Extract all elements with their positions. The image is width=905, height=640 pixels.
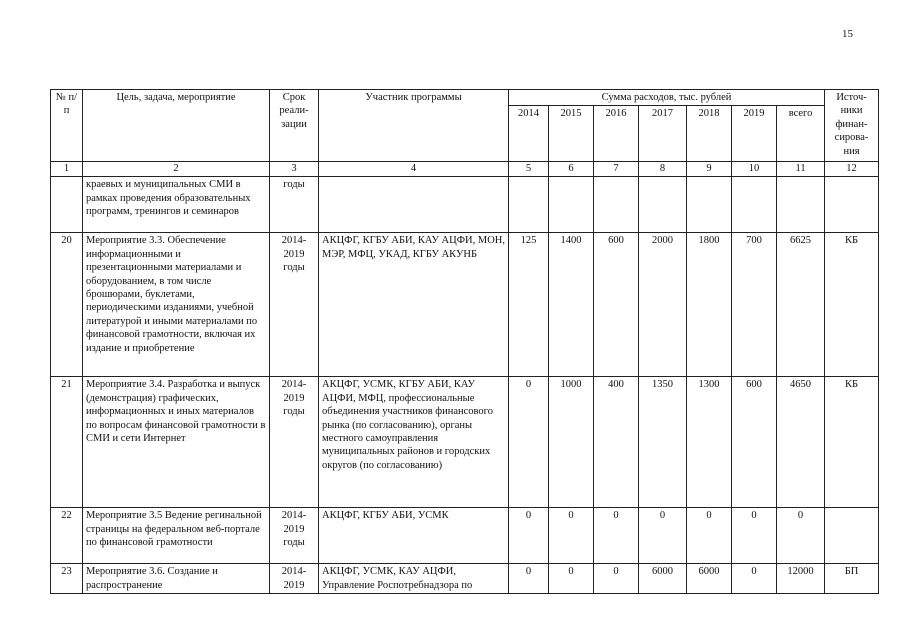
row-term: 2014-2019 годы [270,233,319,377]
header-goal: Цель, задача, мероприятие [83,90,270,162]
row-value: 0 [732,564,777,594]
column-number-row [51,162,879,177]
header-sum: Сумма расходов, тыс. рублей [509,90,825,106]
column-number: 2 [83,162,270,177]
column-number: 4 [319,162,509,177]
row-participant: АКЦФГ, УСМК, КАУ АЦФИ, Управление Роспотребнадзора по [319,564,509,594]
row-total: 12000 [777,564,825,594]
row-value: 1300 [687,377,732,508]
row-value [549,177,594,233]
row-source: КБ [825,233,879,377]
row-total: 0 [777,508,825,564]
header-participant: Участник программы [319,90,509,162]
row-source [825,508,879,564]
row-goal: Мероприятие 3.3. Обеспечение информационными и презентационными материалами и оборудованием, в том числе брошюрами, буклетами, периодическими изданиями, учебной литературой и иными материалами по финансовой грамотности, включая их издание и приобретение [83,233,270,377]
row-value: 0 [639,508,687,564]
header-year: 2016 [594,106,639,162]
row-value: 1800 [687,233,732,377]
row-goal: Мероприятие 3.5 Ведение регинальной страницы на федеральном веб-портале по финансовой грамотности [83,508,270,564]
row-num: 20 [51,233,83,377]
header-total: всего [777,106,825,162]
row-value: 1000 [549,377,594,508]
row-value [687,177,732,233]
header-year: 2017 [639,106,687,162]
row-value: 600 [732,377,777,508]
row-participant: АКЦФГ, КГБУ АБИ, КАУ АЦФИ, МОН, МЭР, МФЦ, УКАД, КГБУ АКУНБ [319,233,509,377]
row-value [639,177,687,233]
row-term: 2014-2019 [270,564,319,594]
header-num: № п/п [51,90,83,162]
page-number: 15 [842,28,853,40]
row-value: 125 [509,233,549,377]
row-total [777,177,825,233]
column-number: 1 [51,162,83,177]
column-number: 5 [509,162,549,177]
row-value [509,177,549,233]
row-goal: Мероприятие 3.6. Создание и распространение [83,564,270,594]
row-value: 700 [732,233,777,377]
header-term: Срок реали-зации [270,90,319,162]
header-year: 2019 [732,106,777,162]
row-value: 0 [687,508,732,564]
row-participant [319,177,509,233]
row-num: 22 [51,508,83,564]
header-year: 2018 [687,106,732,162]
row-value [594,177,639,233]
row-value: 0 [594,508,639,564]
row-value: 1350 [639,377,687,508]
row-value: 0 [509,508,549,564]
column-number: 10 [732,162,777,177]
row-num: 23 [51,564,83,594]
row-goal: краевых и муниципальных СМИ в рамках проведения образовательных программ, тренингов и семинаров [83,177,270,233]
table-row [51,564,879,594]
row-participant: АКЦФГ, КГБУ АБИ, УСМК [319,508,509,564]
header-source: Источ-ники финан-сирова-ния [825,90,879,162]
header-year: 2014 [509,106,549,162]
row-term: годы [270,177,319,233]
row-value: 2000 [639,233,687,377]
row-total: 6625 [777,233,825,377]
row-total: 4650 [777,377,825,508]
column-number: 8 [639,162,687,177]
row-value [732,177,777,233]
column-number: 11 [777,162,825,177]
row-value: 0 [549,564,594,594]
row-value: 1400 [549,233,594,377]
row-goal: Мероприятие 3.4. Разработка и выпуск (демонстрация) графических, информационных и иных материалов по вопросам финансовой грамотности в СМИ и сети Интернет [83,377,270,508]
header-year: 2015 [549,106,594,162]
row-participant: АКЦФГ, УСМК, КГБУ АБИ, КАУ АЦФИ, МФЦ, профессиональные объединения участников финансового рынка (по согласованию), органы местного самоуправления муниципальных районов и городских округов (по согласованию) [319,377,509,508]
budget-table [50,89,879,594]
table-row [51,508,879,564]
row-value: 0 [732,508,777,564]
table-row [51,177,879,233]
column-number: 9 [687,162,732,177]
row-num: 21 [51,377,83,508]
row-value: 6000 [687,564,732,594]
column-number: 3 [270,162,319,177]
row-value: 0 [509,377,549,508]
row-value: 0 [549,508,594,564]
column-number: 6 [549,162,594,177]
table-row [51,233,879,377]
row-value: 0 [509,564,549,594]
table-row [51,377,879,508]
row-source: КБ [825,377,879,508]
row-num [51,177,83,233]
column-number: 7 [594,162,639,177]
row-value: 400 [594,377,639,508]
row-source: БП [825,564,879,594]
row-term: 2014-2019 годы [270,508,319,564]
row-value: 600 [594,233,639,377]
row-source [825,177,879,233]
row-term: 2014-2019 годы [270,377,319,508]
row-value: 0 [594,564,639,594]
row-value: 6000 [639,564,687,594]
column-number: 12 [825,162,879,177]
